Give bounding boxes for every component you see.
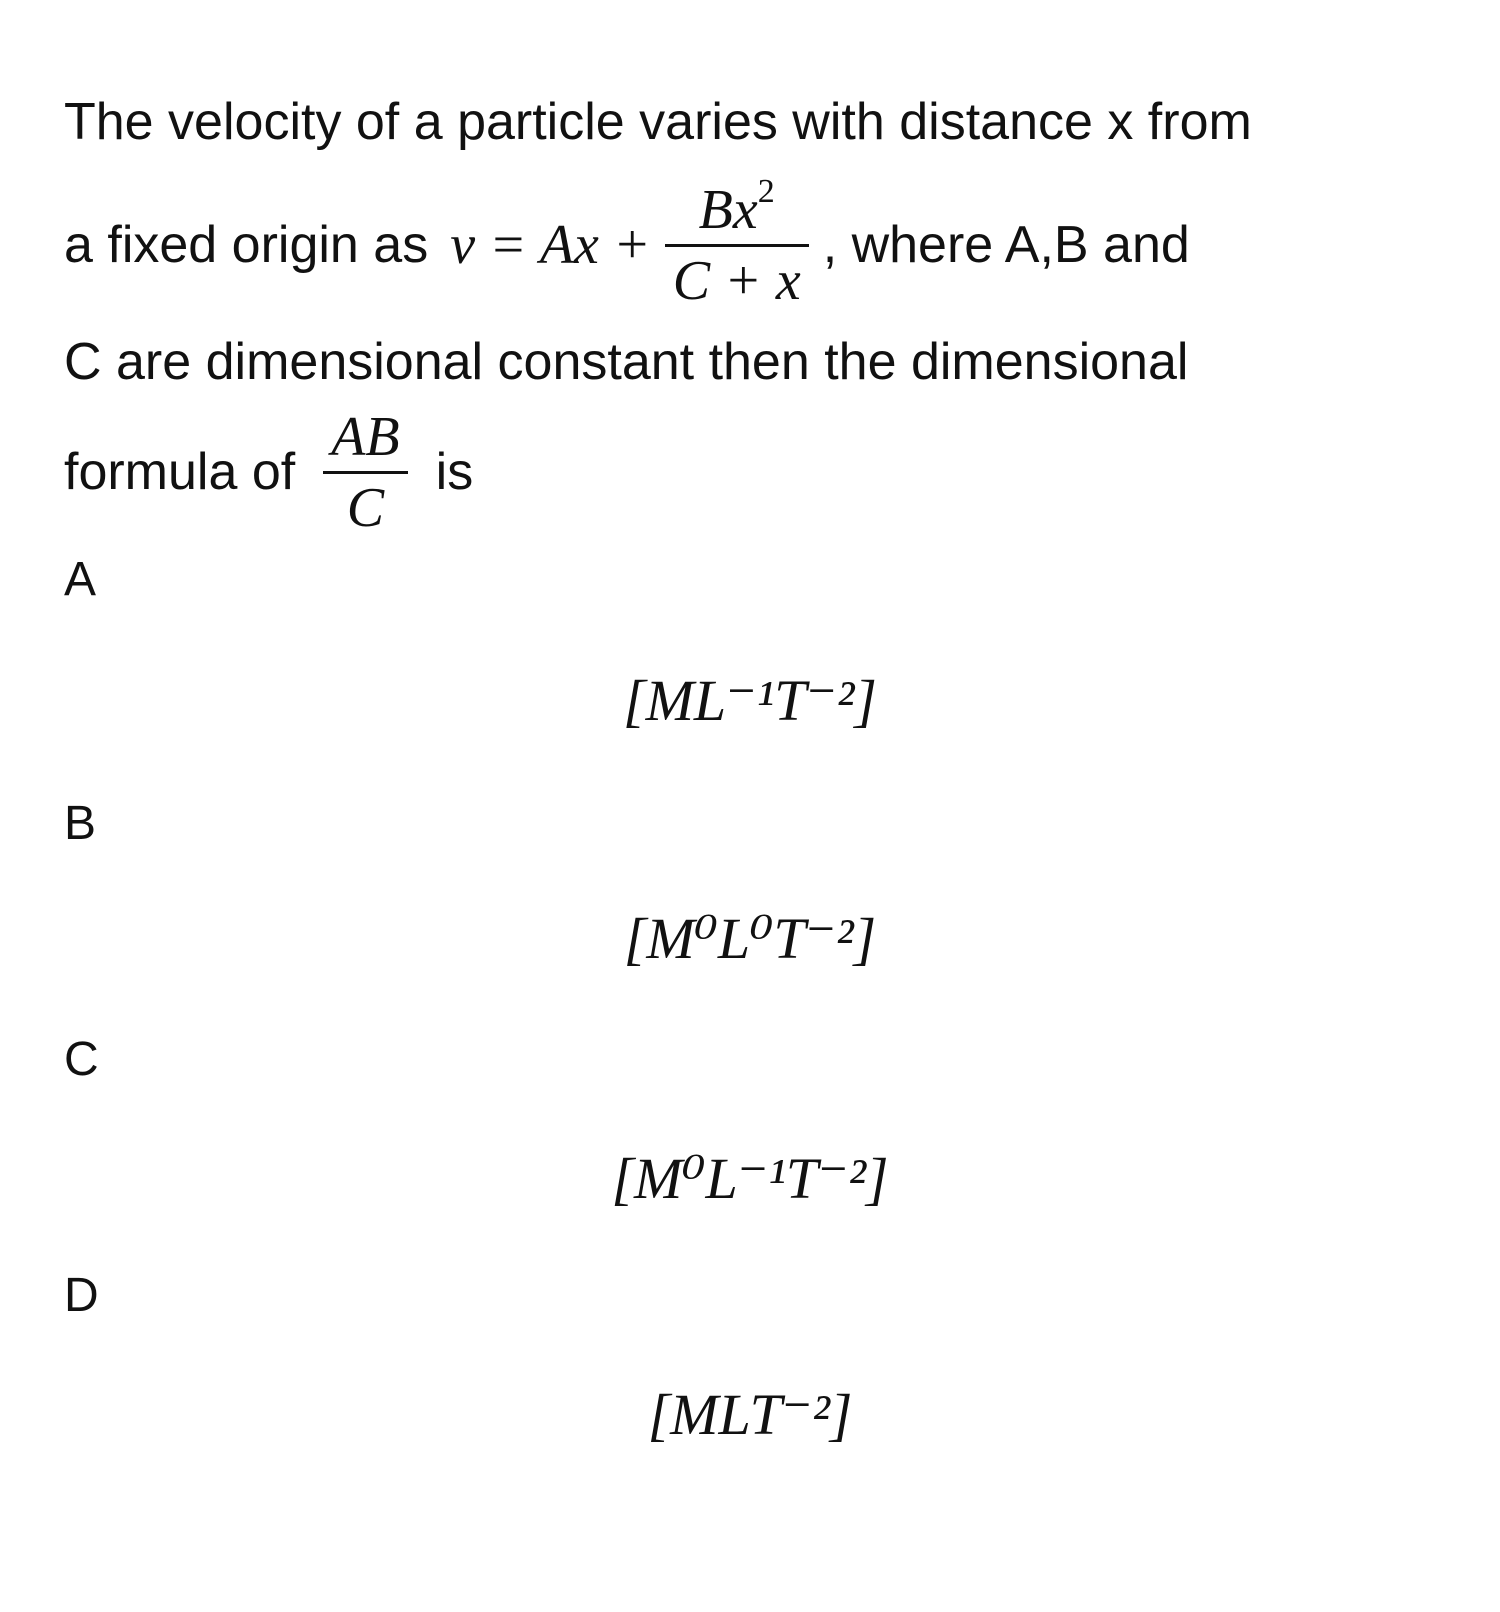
velocity-fraction-denominator: C + x [672, 249, 801, 312]
option-b-formula: [M⁰L⁰T⁻²] [623, 906, 877, 971]
velocity-equation-fraction [665, 172, 809, 312]
question-line-3: C are dimensional constant then the dimensional [64, 333, 1189, 391]
option-d-label: D [64, 1269, 99, 1322]
question-line-1: The velocity of a particle varies with distance x from [64, 93, 1252, 151]
question-line-4 [64, 392, 473, 552]
option-c-formula: [M⁰L⁻¹T⁻²] [611, 1146, 889, 1211]
option-a-formula: [ML⁻¹T⁻²] [623, 668, 877, 733]
question-line-4-prefix: formula of [64, 443, 296, 501]
option-d-formula: [MLT⁻²] [647, 1382, 853, 1447]
velocity-fraction-numerator: Bx$^2$ [698, 172, 775, 241]
option-a-label: A [64, 553, 97, 606]
ratio-fraction [323, 407, 407, 538]
fraction-bar [323, 471, 407, 474]
question-line-2-prefix: a fixed origin as [64, 216, 429, 274]
fraction-bar [665, 244, 809, 247]
ratio-denominator: C [346, 476, 385, 539]
velocity-equation-lhs: v = Ax + [450, 214, 651, 276]
question-line-4-suffix: is [435, 443, 474, 501]
option-c-label: C [64, 1033, 99, 1086]
option-b-label: B [64, 797, 97, 850]
question-line-2-suffix: , where A,B and [822, 216, 1190, 274]
ratio-numerator: AB [331, 405, 400, 468]
question-line-2 [64, 160, 1190, 330]
